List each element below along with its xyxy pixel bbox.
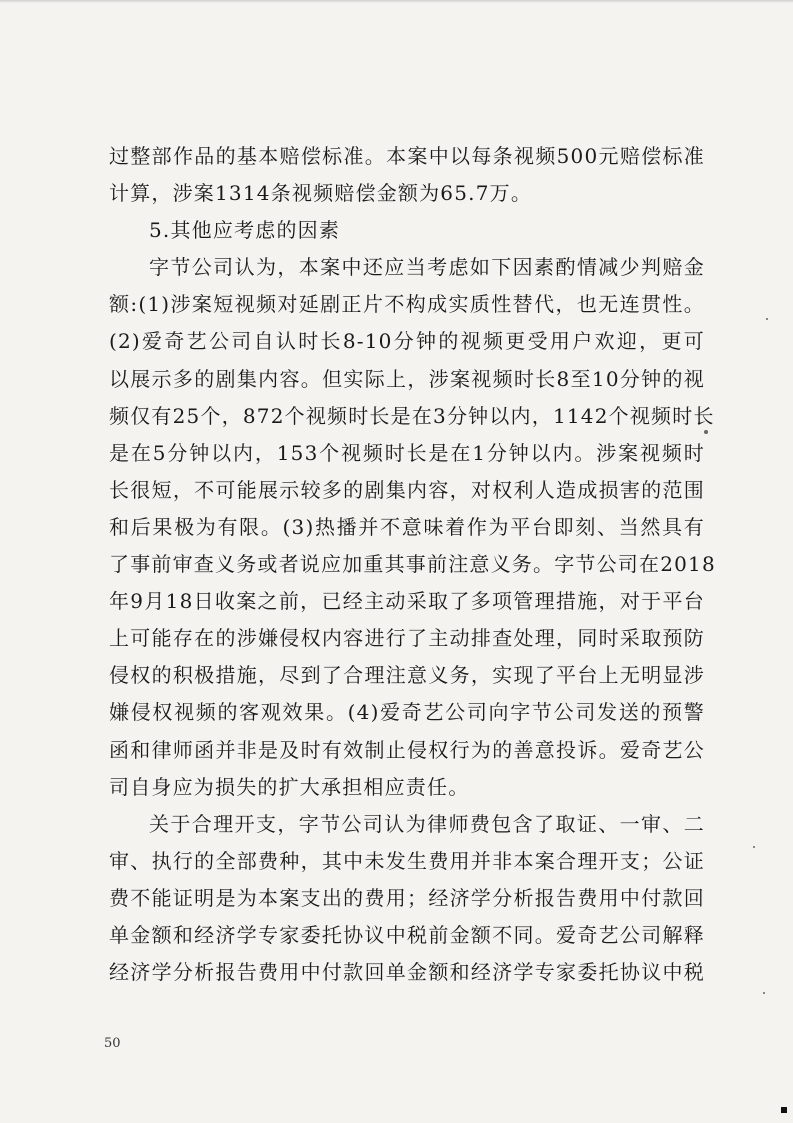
scan-speck: [704, 430, 708, 434]
page-number: 50: [104, 1036, 121, 1051]
scan-top-edge: [0, 0, 793, 3]
text-line: 审、执行的全部费种，其中未发生费用并非本案合理开支；公证: [109, 848, 705, 873]
text-line: 是在5分钟以内，153个视频时长是在1分钟以内。涉案视频时: [109, 440, 705, 465]
text-line: 计算，涉案1314条视频赔偿金额为65.7万。: [109, 181, 533, 206]
text-line: 嫌侵权视频的客观效果。(4)爱奇艺公司向字节公司发送的预警: [109, 700, 705, 725]
text-line: 上可能存在的涉嫌侵权内容进行了主动排查处理，同时采取预防: [109, 626, 705, 651]
text-line: 长很短，不可能展示较多的剧集内容，对权利人造成损害的范围: [109, 477, 705, 502]
section-heading: 5.其他应考虑的因素: [149, 218, 341, 243]
text-line: 以展示多的剧集内容。但实际上，涉案视频时长8至10分钟的视: [109, 366, 705, 391]
text-line: 费不能证明是为本案支出的费用；经济学分析报告费用中付款回: [109, 885, 705, 910]
text-line: 额:(1)涉案短视频对延剧正片不构成实质性替代，也无连贯性。: [109, 292, 705, 317]
document-body: [109, 138, 716, 991]
scan-speck: [753, 846, 755, 848]
scan-speck: [766, 318, 768, 320]
text-line: 字节公司认为，本案中还应当考虑如下因素酌情减少判赔金: [149, 255, 705, 280]
text-line: 过整部作品的基本赔偿标准。本案中以每条视频500元赔偿标准: [109, 144, 705, 168]
text-line: 经济学分析报告费用中付款回单金额和经济学专家委托协议中税: [109, 960, 705, 985]
text-line: 频仅有25个，872个视频时长是在3分钟以内，1142个视频时长: [109, 403, 715, 428]
text-line: (2)爱奇艺公司自认时长8-10分钟的视频更受用户欢迎，更可: [109, 329, 705, 354]
text-line: 司自身应为损失的扩大承担相应责任。: [109, 774, 470, 799]
scan-corner-mark: [781, 1107, 787, 1113]
text-line: 单金额和经济学专家委托协议中税前金额不同。爱奇艺公司解释: [109, 922, 705, 947]
text-line: 侵权的积极措施，尽到了合理注意义务，实现了平台上无明显涉: [109, 663, 705, 688]
text-line: 和后果极为有限。(3)热播并不意味着作为平台即刻、当然具有: [109, 514, 705, 539]
scan-speck: [763, 992, 765, 994]
text-line: 了事前审查义务或者说应加重其事前注意义务。字节公司在2018: [109, 552, 716, 577]
text-line: 函和律师函并非是及时有效制止侵权行为的善意投诉。爱奇艺公: [109, 737, 705, 762]
text-line: 年9月18日收案之前，已经主动采取了多项管理措施，对于平台: [109, 589, 705, 614]
text-line: 关于合理开支，字节公司认为律师费包含了取证、一审、二: [149, 811, 705, 836]
